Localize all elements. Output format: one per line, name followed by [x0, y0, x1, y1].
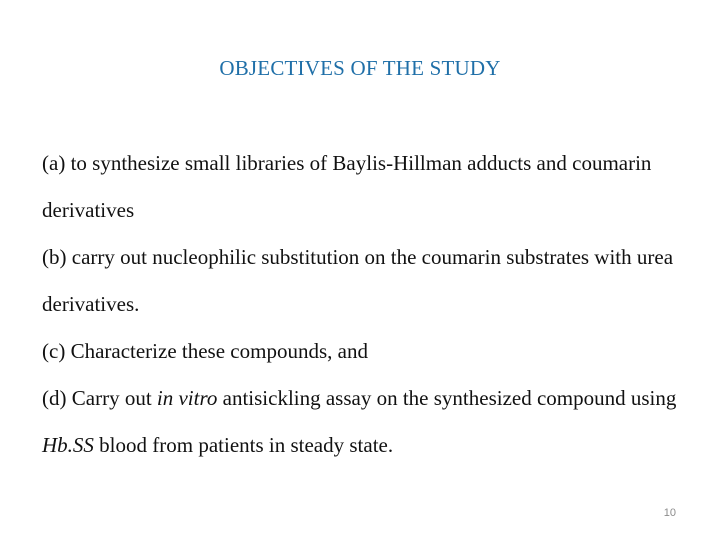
objective-d-label: (d) [42, 386, 72, 410]
objective-a-label: (a) [42, 151, 71, 175]
objective-a-text: to synthesize small libraries of Baylis-Hillman adducts and coumarin derivatives [42, 151, 652, 222]
objective-a [42, 140, 682, 234]
objective-b [42, 234, 682, 328]
objective-d-text-pre: Carry out [71, 386, 157, 410]
objective-c [42, 328, 682, 375]
objective-b-label: (b) [42, 245, 72, 269]
objective-d-italic-in-vitro: in vitro [156, 386, 218, 410]
objective-b-text: carry out nucleophilic substitution on the coumarin substrates with urea derivatives. [42, 245, 674, 316]
objective-d [42, 375, 682, 469]
objectives-list [42, 140, 682, 469]
objective-d-italic-hbss: Hb.SS [42, 433, 94, 457]
slide-title: OBJECTIVES OF THE STUDY [219, 56, 501, 80]
page-number: 10 [663, 507, 676, 519]
objective-d-text-post: blood from patients in steady state. [93, 433, 394, 457]
objective-c-text: Characterize these compounds, and [70, 339, 368, 363]
objective-c-label: (c) [42, 339, 71, 363]
objective-d-text-mid: antisickling assay on the synthesized compound using [217, 386, 677, 410]
